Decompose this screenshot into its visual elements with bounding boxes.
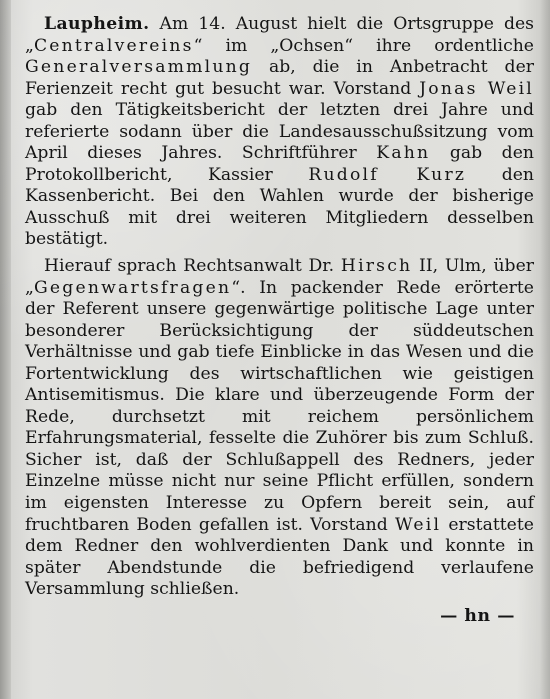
author-signature: — hn —	[440, 605, 515, 626]
lecture-title: Gegenwartsfragen	[33, 277, 232, 298]
person-name: Rudolf Kurz	[308, 164, 467, 185]
association-name: Centralvereins	[33, 35, 194, 56]
text-segment: “. In packender Rede erörterte der Referent unsere gegenwärtige politische Lage unter besonderer Berücksichtigung der süddeutschen Verhältnisse und gab tiefe Einblicke in das Wesen und die Fortentwicklung des wirtschaftlichen wie geistigen Antisemitismus. Die klare und überzeugende Form der Rede, durchsetzt mit reichem persönlichem Erfahrungsmaterial, fesselte die Zuhörer bis zum Schluß. Sicher ist, daß der Schlußappell des Redners, jeder Einzelne müsse nicht nur seine Pflicht erfüllen, sondern im eigensten Interesse zu Opfern bereit sein, auf fruchtbaren Boden gefallen ist. Vorstand	[25, 277, 534, 535]
place-name: Laupheim.	[44, 14, 150, 34]
text-segment: gab den Tätigkeitsbericht der letzten drei Jahre und referierte sodann über die Landesausschußsitzung vom April dieses Jahres. Schriftführer	[25, 100, 534, 164]
text-segment: ab, die in Anbetracht der Ferienzeit recht gut besucht war. Vorstand	[25, 57, 534, 99]
person-name: Jonas Weil	[419, 78, 534, 99]
text-segment: Am 14. August hielt die Ortsgruppe des „	[25, 14, 535, 56]
text-segment: erstattete dem Redner den wohlverdienten Dank und konnte in später Abendstunde die befriedigend verlaufene Versammlung schließen.	[25, 514, 534, 600]
meeting-term: Generalversammlung	[25, 57, 253, 78]
text-segment: Hierauf sprach Rechtsanwalt Dr.	[44, 256, 341, 277]
text-segment: II, Ulm, über „	[25, 256, 535, 298]
person-name: Hirsch	[340, 256, 413, 277]
text-segment: den Kassenbericht. Bei den Wahlen wurde der bisherige Ausschuß mit drei weiteren Mitgliedern desselben bestätigt.	[25, 164, 535, 250]
article-paragraph-2	[25, 256, 534, 601]
person-name: Weil	[394, 514, 442, 535]
text-segment: “ im „Ochsen“ ihre ordentliche	[193, 35, 534, 56]
text-segment: gab den Protokollbericht, Kassier	[25, 143, 534, 185]
person-name: Kahn	[376, 143, 431, 164]
article-paragraph-1	[25, 14, 534, 251]
